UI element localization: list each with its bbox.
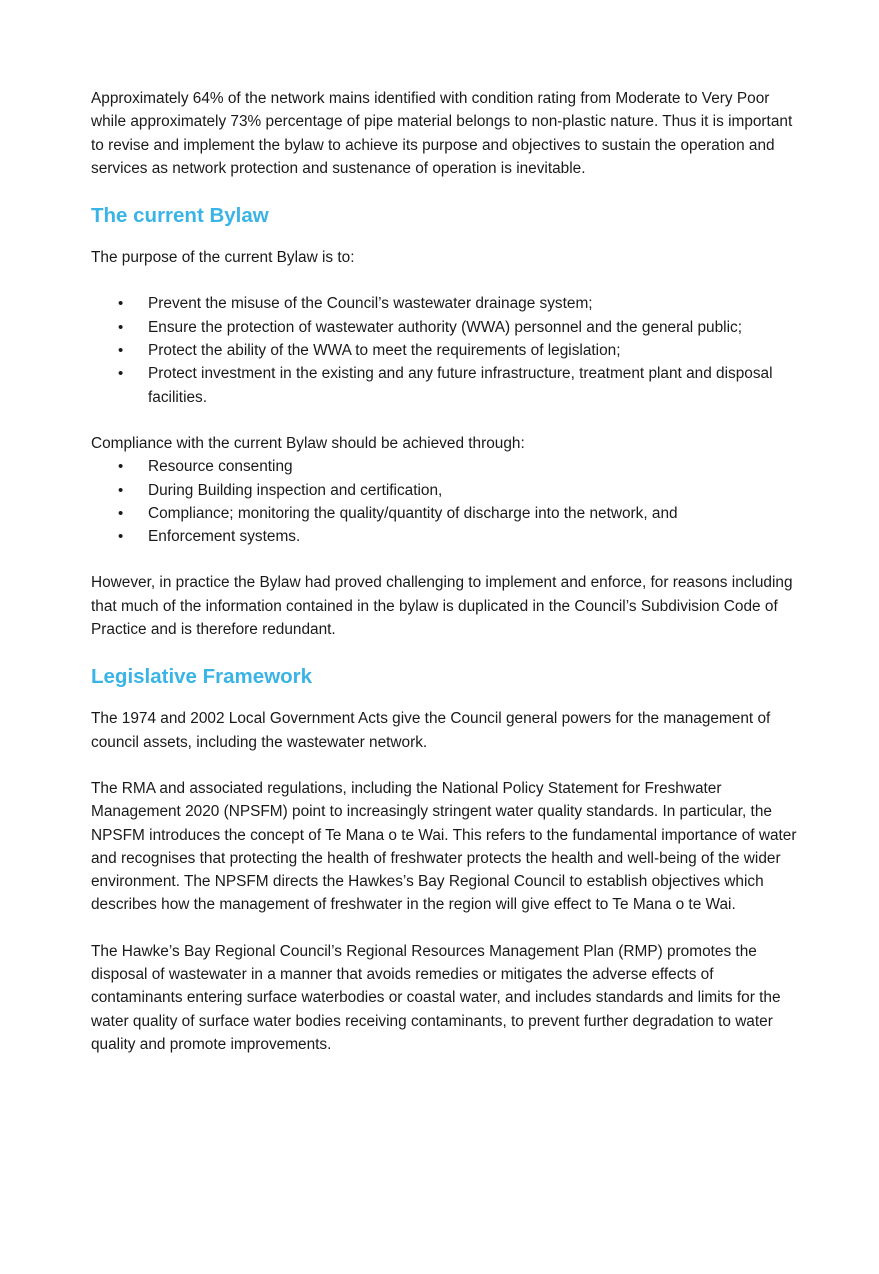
legislative-paragraph: The 1974 and 2002 Local Government Acts give the Council general powers for the management of council assets, including the wastewater network. xyxy=(91,710,771,751)
purpose-list xyxy=(91,292,797,408)
legislative-paragraph: The RMA and associated regulations, including the National Policy Statement for Freshwater Management 2020 (NPSFM) point to increasingly stringent water quality standards. In particular, the NPSFM introduces the concept of Te Mana o te Wai. This refers to the fundamental importance of water and recognises that protecting the health of freshwater protects the health and well-being of the wider environment. The NPSFM directs the Hawkes’s Bay Regional Council to establish objectives which describes how the management of freshwater in the region will give effect to Te Mana o te Wai. xyxy=(91,779,797,914)
compliance-item: • Compliance; monitoring the quality/quantity of discharge into the network, and xyxy=(91,502,797,525)
purpose-intro: The purpose of the current Bylaw is to: xyxy=(91,249,355,267)
compliance-item: • Enforcement systems. xyxy=(91,525,797,548)
however-paragraph: However, in practice the Bylaw had proved challenging to implement and enforce, for reasons including that much of the information contained in the bylaw is duplicated in the Council’s Subdivision Code of Practice and is therefore redundant. xyxy=(91,574,793,639)
compliance-list xyxy=(91,455,797,548)
heading-current-bylaw: The current Bylaw xyxy=(91,204,269,228)
heading-legislative-framework: Legislative Framework xyxy=(91,665,313,689)
purpose-item: • Protect the ability of the WWA to meet the requirements of legislation; xyxy=(91,339,797,362)
compliance-intro: Compliance with the current Bylaw should be achieved through: xyxy=(91,434,525,452)
compliance-item: • Resource consenting xyxy=(91,455,797,478)
compliance-item: • During Building inspection and certification, xyxy=(91,479,797,502)
legislative-paragraph: The Hawke’s Bay Regional Council’s Regional Resources Management Plan (RMP) promotes the disposal of wastewater in a manner that avoids remedies or mitigates the adverse effects of contaminants entering surface waterbodies or coastal water, and includes standards and limits for the water quality of surface water bodies receiving contaminants, to prevent further degradation to water quality and promote improvements. xyxy=(91,942,781,1053)
intro-paragraph: Approximately 64% of the network mains identified with condition rating from Moderate to Very Poor while approximately 73% percentage of pipe material belongs to non-plastic nature. Thus it is important to revise and implement the bylaw to achieve its purpose and objectives to sustain the operation and services as network protection and sustenance of operation is inevitable. xyxy=(91,90,793,177)
purpose-item: • Ensure the protection of wastewater authority (WWA) personnel and the general public; xyxy=(91,316,797,339)
purpose-item: • Prevent the misuse of the Council’s wastewater drainage system; xyxy=(91,292,797,315)
document-page xyxy=(91,87,797,1056)
purpose-item: • Protect investment in the existing and any future infrastructure, treatment plant and disposal facilities. xyxy=(91,362,797,409)
